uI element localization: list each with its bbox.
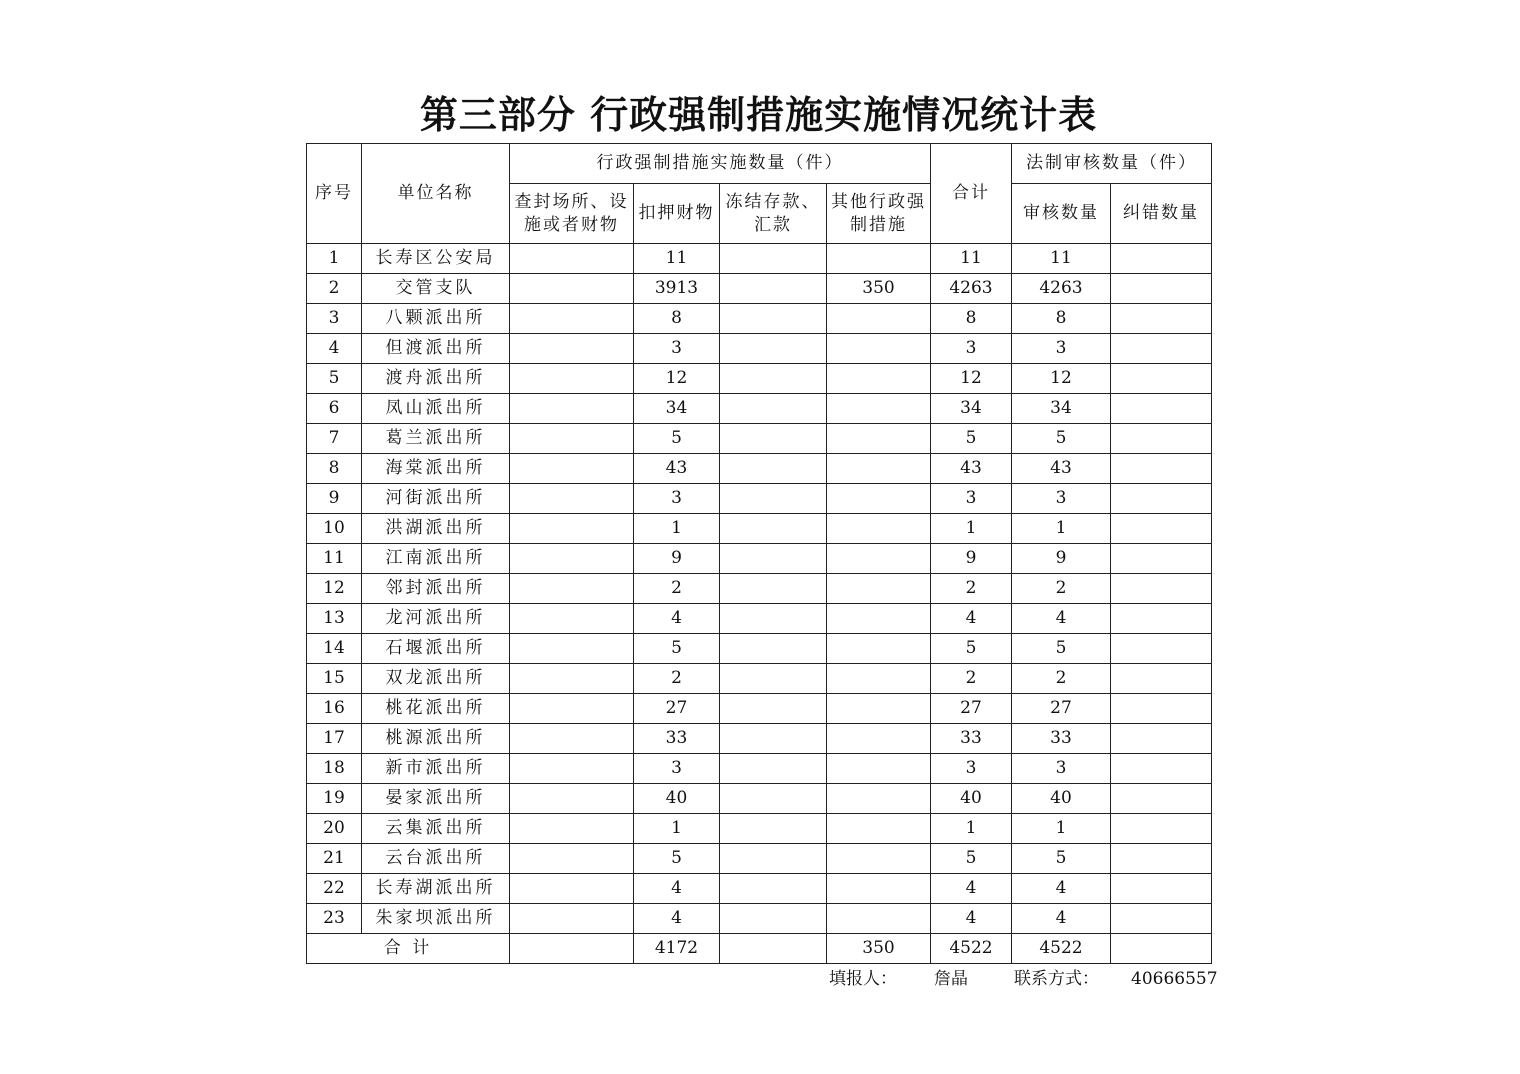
contact-label: 联系方式：: [1014, 969, 1099, 989]
cell-unit: 邻封派出所: [362, 574, 510, 604]
cell-freeze: [720, 604, 827, 634]
cell-seq: 8: [307, 454, 362, 484]
cell-seq: 13: [307, 604, 362, 634]
table-row: [307, 814, 1212, 844]
cell-review: 4: [1012, 904, 1111, 934]
cell-total: 5: [931, 844, 1012, 874]
cell-freeze: [720, 664, 827, 694]
cell-unit: 渡舟派出所: [362, 364, 510, 394]
cell-review: 43: [1012, 454, 1111, 484]
filler-name: 詹晶: [934, 969, 968, 989]
cell-seq: 9: [307, 484, 362, 514]
cell-seal: [510, 424, 634, 454]
table-row: [307, 844, 1212, 874]
cell-seal: [510, 754, 634, 784]
cell-unit: 新市派出所: [362, 754, 510, 784]
header-review-count: 审核数量: [1012, 184, 1111, 244]
cell-other: [827, 424, 931, 454]
cell-seq: 21: [307, 844, 362, 874]
table-row: [307, 784, 1212, 814]
cell-total: 1: [931, 814, 1012, 844]
cell-other: [827, 334, 931, 364]
cell-seize: 34: [634, 394, 720, 424]
cell-review: 1: [1012, 814, 1111, 844]
cell-seal: [510, 334, 634, 364]
cell-freeze: [720, 874, 827, 904]
cell-review: 5: [1012, 424, 1111, 454]
cell-total: 4: [931, 874, 1012, 904]
cell-seize: 1: [634, 514, 720, 544]
cell-unit: 洪湖派出所: [362, 514, 510, 544]
cell-seize: 9: [634, 544, 720, 574]
cell-correct: [1111, 334, 1212, 364]
cell-seize: 5: [634, 634, 720, 664]
table-row: [307, 514, 1212, 544]
table-row: [307, 334, 1212, 364]
cell-correct: [1111, 634, 1212, 664]
table-row: [307, 604, 1212, 634]
cell-seize: 5: [634, 844, 720, 874]
cell-unit: 但渡派出所: [362, 334, 510, 364]
totals-seize: 4172: [634, 934, 720, 964]
cell-review: 12: [1012, 364, 1111, 394]
cell-seal: [510, 394, 634, 424]
cell-other: 350: [827, 274, 931, 304]
filler-label: 填报人：: [829, 969, 897, 989]
cell-seal: [510, 694, 634, 724]
cell-seal: [510, 874, 634, 904]
cell-seize: 3: [634, 484, 720, 514]
cell-freeze: [720, 634, 827, 664]
cell-correct: [1111, 874, 1212, 904]
cell-unit: 双龙派出所: [362, 664, 510, 694]
cell-seq: 18: [307, 754, 362, 784]
cell-seal: [510, 664, 634, 694]
header-correction-count: 纠错数量: [1111, 184, 1212, 244]
table-row: [307, 484, 1212, 514]
cell-freeze: [720, 334, 827, 364]
cell-seq: 17: [307, 724, 362, 754]
totals-seal: [510, 934, 634, 964]
cell-correct: [1111, 484, 1212, 514]
cell-unit: 桃花派出所: [362, 694, 510, 724]
cell-unit: 朱家坝派出所: [362, 904, 510, 934]
cell-total: 27: [931, 694, 1012, 724]
cell-seal: [510, 364, 634, 394]
cell-freeze: [720, 814, 827, 844]
cell-correct: [1111, 694, 1212, 724]
cell-freeze: [720, 544, 827, 574]
statistics-table: [306, 143, 1212, 964]
cell-unit: 江南派出所: [362, 544, 510, 574]
cell-review: 5: [1012, 844, 1111, 874]
cell-other: [827, 694, 931, 724]
totals-correct: [1111, 934, 1212, 964]
cell-seize: 1: [634, 814, 720, 844]
totals-review: 4522: [1012, 934, 1111, 964]
cell-other: [827, 544, 931, 574]
totals-row: [307, 934, 1212, 964]
cell-correct: [1111, 304, 1212, 334]
cell-seal: [510, 304, 634, 334]
cell-seq: 20: [307, 814, 362, 844]
cell-correct: [1111, 814, 1212, 844]
table-row: [307, 454, 1212, 484]
cell-total: 9: [931, 544, 1012, 574]
totals-label: 合 计: [307, 934, 510, 964]
cell-review: 4: [1012, 604, 1111, 634]
cell-other: [827, 754, 931, 784]
cell-other: [827, 664, 931, 694]
cell-total: 34: [931, 394, 1012, 424]
cell-other: [827, 634, 931, 664]
cell-seize: 12: [634, 364, 720, 394]
totals-freeze: [720, 934, 827, 964]
cell-seize: 27: [634, 694, 720, 724]
cell-seal: [510, 244, 634, 274]
cell-seal: [510, 454, 634, 484]
cell-correct: [1111, 394, 1212, 424]
header-other-measures: 其他行政强制措施: [827, 184, 931, 244]
cell-review: 8: [1012, 304, 1111, 334]
cell-seal: [510, 574, 634, 604]
cell-seal: [510, 634, 634, 664]
cell-review: 3: [1012, 484, 1111, 514]
cell-correct: [1111, 784, 1212, 814]
cell-other: [827, 784, 931, 814]
cell-other: [827, 814, 931, 844]
cell-correct: [1111, 904, 1212, 934]
cell-seal: [510, 844, 634, 874]
cell-review: 2: [1012, 574, 1111, 604]
cell-other: [827, 394, 931, 424]
cell-other: [827, 514, 931, 544]
cell-other: [827, 874, 931, 904]
cell-correct: [1111, 454, 1212, 484]
cell-freeze: [720, 244, 827, 274]
cell-seq: 12: [307, 574, 362, 604]
cell-total: 2: [931, 574, 1012, 604]
cell-seal: [510, 604, 634, 634]
cell-seq: 3: [307, 304, 362, 334]
cell-unit: 河街派出所: [362, 484, 510, 514]
cell-freeze: [720, 754, 827, 784]
cell-seq: 4: [307, 334, 362, 364]
cell-unit: 葛兰派出所: [362, 424, 510, 454]
cell-unit: 长寿区公安局: [362, 244, 510, 274]
cell-seq: 6: [307, 394, 362, 424]
cell-correct: [1111, 244, 1212, 274]
cell-freeze: [720, 424, 827, 454]
table-body: [307, 244, 1212, 934]
cell-seal: [510, 784, 634, 814]
cell-total: 40: [931, 784, 1012, 814]
cell-seq: 14: [307, 634, 362, 664]
cell-freeze: [720, 304, 827, 334]
cell-other: [827, 724, 931, 754]
table-row: [307, 424, 1212, 454]
cell-review: 5: [1012, 634, 1111, 664]
cell-other: [827, 304, 931, 334]
cell-unit: 八颗派出所: [362, 304, 510, 334]
cell-total: 33: [931, 724, 1012, 754]
cell-total: 4263: [931, 274, 1012, 304]
cell-seize: 3: [634, 334, 720, 364]
cell-total: 3: [931, 484, 1012, 514]
cell-other: [827, 484, 931, 514]
table-row: [307, 544, 1212, 574]
cell-seize: 5: [634, 424, 720, 454]
cell-review: 33: [1012, 724, 1111, 754]
cell-seal: [510, 724, 634, 754]
table-row: [307, 574, 1212, 604]
cell-correct: [1111, 604, 1212, 634]
cell-review: 2: [1012, 664, 1111, 694]
header-seal: 查封场所、设施或者财物: [510, 184, 634, 244]
cell-other: [827, 454, 931, 484]
cell-total: 8: [931, 304, 1012, 334]
table-row: [307, 904, 1212, 934]
cell-correct: [1111, 424, 1212, 454]
header-review-group: 法制审核数量（件）: [1012, 144, 1212, 184]
cell-seize: 8: [634, 304, 720, 334]
cell-unit: 长寿湖派出所: [362, 874, 510, 904]
cell-review: 11: [1012, 244, 1111, 274]
cell-correct: [1111, 724, 1212, 754]
cell-freeze: [720, 274, 827, 304]
cell-seize: 11: [634, 244, 720, 274]
cell-unit: 石堰派出所: [362, 634, 510, 664]
cell-correct: [1111, 514, 1212, 544]
cell-review: 1: [1012, 514, 1111, 544]
cell-review: 4: [1012, 874, 1111, 904]
cell-other: [827, 904, 931, 934]
table-row: [307, 634, 1212, 664]
cell-review: 3: [1012, 754, 1111, 784]
cell-seq: 19: [307, 784, 362, 814]
cell-seize: 33: [634, 724, 720, 754]
cell-total: 5: [931, 424, 1012, 454]
table-row: [307, 364, 1212, 394]
header-unit-name: 单位名称: [362, 144, 510, 244]
cell-other: [827, 244, 931, 274]
cell-freeze: [720, 394, 827, 424]
cell-seal: [510, 484, 634, 514]
totals-total: 4522: [931, 934, 1012, 964]
cell-total: 5: [931, 634, 1012, 664]
cell-review: 4263: [1012, 274, 1111, 304]
cell-freeze: [720, 484, 827, 514]
cell-seq: 10: [307, 514, 362, 544]
cell-correct: [1111, 274, 1212, 304]
header-total: 合计: [931, 144, 1012, 244]
header-freeze: 冻结存款、汇款: [720, 184, 827, 244]
cell-freeze: [720, 364, 827, 394]
cell-seq: 5: [307, 364, 362, 394]
cell-seize: 40: [634, 784, 720, 814]
table-row: [307, 694, 1212, 724]
cell-freeze: [720, 904, 827, 934]
cell-seize: 3913: [634, 274, 720, 304]
cell-total: 43: [931, 454, 1012, 484]
table-row: [307, 244, 1212, 274]
cell-freeze: [720, 844, 827, 874]
cell-other: [827, 604, 931, 634]
cell-correct: [1111, 754, 1212, 784]
cell-seal: [510, 904, 634, 934]
cell-seq: 15: [307, 664, 362, 694]
cell-seal: [510, 544, 634, 574]
cell-unit: 海棠派出所: [362, 454, 510, 484]
cell-freeze: [720, 514, 827, 544]
cell-total: 3: [931, 334, 1012, 364]
cell-review: 34: [1012, 394, 1111, 424]
cell-seize: 43: [634, 454, 720, 484]
cell-seal: [510, 814, 634, 844]
cell-seize: 4: [634, 604, 720, 634]
cell-correct: [1111, 664, 1212, 694]
cell-seq: 23: [307, 904, 362, 934]
cell-review: 27: [1012, 694, 1111, 724]
table-row: [307, 664, 1212, 694]
table-row: [307, 724, 1212, 754]
cell-unit: 龙河派出所: [362, 604, 510, 634]
cell-seq: 16: [307, 694, 362, 724]
cell-unit: 桃源派出所: [362, 724, 510, 754]
cell-freeze: [720, 454, 827, 484]
cell-seize: 3: [634, 754, 720, 784]
cell-unit: 云集派出所: [362, 814, 510, 844]
cell-seize: 2: [634, 664, 720, 694]
table-row: [307, 754, 1212, 784]
cell-freeze: [720, 724, 827, 754]
cell-seize: 4: [634, 874, 720, 904]
table-row: [307, 304, 1212, 334]
cell-correct: [1111, 544, 1212, 574]
cell-seq: 22: [307, 874, 362, 904]
cell-total: 2: [931, 664, 1012, 694]
table-row: [307, 394, 1212, 424]
cell-unit: 凤山派出所: [362, 394, 510, 424]
cell-freeze: [720, 694, 827, 724]
cell-unit: 交管支队: [362, 274, 510, 304]
header-measures-group: 行政强制措施实施数量（件）: [510, 144, 931, 184]
cell-seize: 2: [634, 574, 720, 604]
cell-total: 3: [931, 754, 1012, 784]
table-row: [307, 874, 1212, 904]
cell-review: 3: [1012, 334, 1111, 364]
cell-total: 4: [931, 604, 1012, 634]
cell-seq: 7: [307, 424, 362, 454]
cell-total: 4: [931, 904, 1012, 934]
cell-seq: 2: [307, 274, 362, 304]
cell-correct: [1111, 844, 1212, 874]
cell-seize: 4: [634, 904, 720, 934]
table-row: [307, 274, 1212, 304]
cell-correct: [1111, 574, 1212, 604]
cell-seal: [510, 274, 634, 304]
cell-review: 9: [1012, 544, 1111, 574]
cell-total: 11: [931, 244, 1012, 274]
header-seize: 扣押财物: [634, 184, 720, 244]
cell-unit: 晏家派出所: [362, 784, 510, 814]
cell-seq: 11: [307, 544, 362, 574]
cell-total: 12: [931, 364, 1012, 394]
contact-value: 40666557: [1131, 969, 1218, 989]
cell-correct: [1111, 364, 1212, 394]
cell-seq: 1: [307, 244, 362, 274]
totals-other: 350: [827, 934, 931, 964]
cell-total: 1: [931, 514, 1012, 544]
cell-other: [827, 844, 931, 874]
cell-unit: 云台派出所: [362, 844, 510, 874]
cell-seal: [510, 514, 634, 544]
cell-review: 40: [1012, 784, 1111, 814]
cell-freeze: [720, 784, 827, 814]
header-seq: 序号: [307, 144, 362, 244]
page-title: 第三部分 行政强制措施实施情况统计表: [419, 92, 1098, 137]
cell-freeze: [720, 574, 827, 604]
cell-other: [827, 574, 931, 604]
cell-other: [827, 364, 931, 394]
